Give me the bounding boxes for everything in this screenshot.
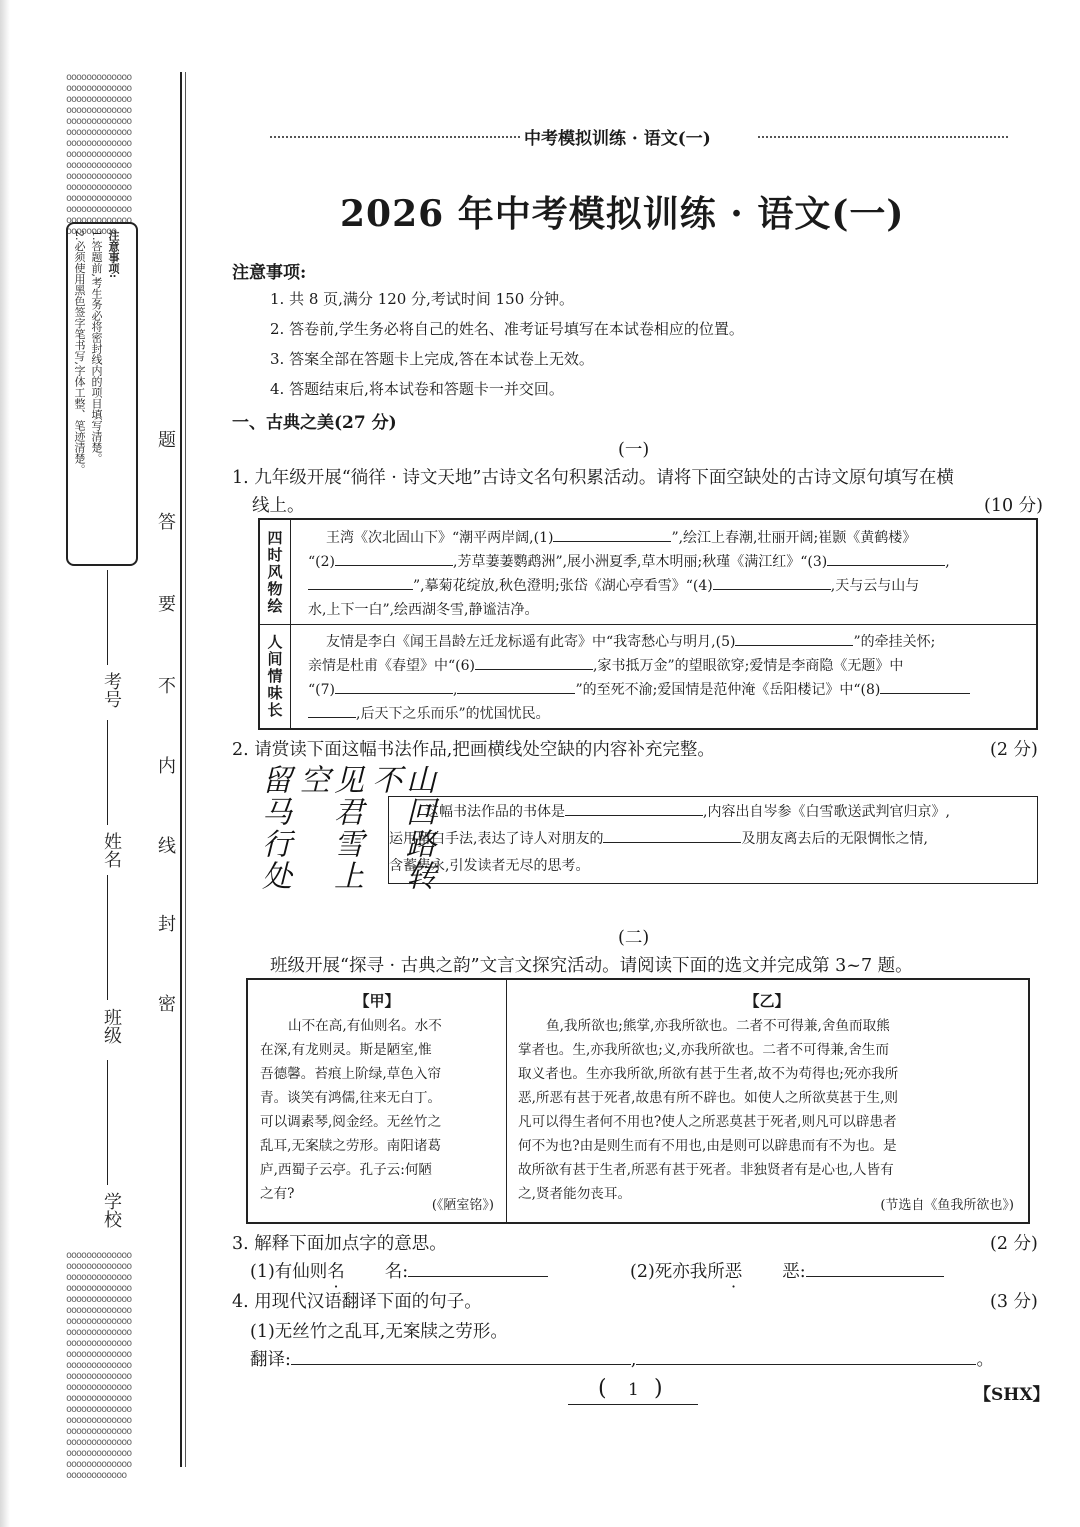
label-school: 学校 [101,1192,122,1228]
calligraphy-column: 留马行处 [256,764,291,892]
q4-sentence: (1)无丝竹之乱耳,无案牍之劳形。 [250,1322,508,1342]
binding-notice-box [66,222,138,566]
passage-line: 恶,所恶有甚于死者,故患有所不辟也。如使人之所欲莫甚于生,则 [518,1090,898,1106]
text: , [945,554,950,570]
row-label: 人间情味长 [265,633,284,719]
calligraphy-column: 见君雪上空 [294,764,363,892]
row1-content [290,520,1036,625]
text: ,天与云与山与 [830,578,920,594]
q4-blank-1[interactable] [291,1349,631,1365]
page-bracket-right: ) [654,1376,663,1401]
passage-line: 乱耳,无案牍之劳形。南阳诸葛 [260,1138,442,1154]
calligraphy-column: 山回路转不 [366,764,435,892]
part-heading: (一) [618,440,650,460]
binding-notice-title: 注意事项: [107,230,120,279]
q3-item-1 [250,1258,548,1283]
seal-word: 不 [155,676,176,694]
notes-item: 3. 答案全部在答题卡上完成,答在本试卷上无效。 [270,350,594,368]
notes-title: 注意事项: [232,263,307,283]
footer-rule [568,1404,698,1405]
class-blank[interactable] [107,875,108,1000]
reading-passages [246,978,1030,1224]
label-exam-number: 考号 [101,672,122,708]
passage-line: 在深,有龙则灵。斯是陋室,惟 [260,1042,432,1058]
q1-table [258,518,1038,730]
q4-translation [250,1346,994,1371]
notes-item: 4. 答题结束后,将本试卷和答题卡一并交回。 [270,380,564,398]
passage-label: 【乙】 [744,992,790,1010]
blank-5[interactable] [735,630,853,646]
blank-6[interactable] [475,654,593,670]
passage-line: 庐,西蜀子云亭。孔子云:何陋 [260,1162,433,1178]
seal-word: 密 [155,994,176,1012]
seal-word: 题 [155,430,176,448]
q2-stem: 2. 请赏读下面这幅书法作品,把画横线处空缺的内容补充完整。 [232,740,715,760]
q4-points: (3 分) [990,1292,1038,1312]
q1-stem-cont: 线上。 [252,496,305,516]
blank-3[interactable] [827,550,945,566]
seal-word: 要 [155,594,176,612]
passage-yi [506,980,1028,1222]
q4-blank-2[interactable] [636,1349,976,1365]
passage-line: 取义者也。生亦我所欲,所欲有甚于生者,故不为苟得也;死亦我所 [518,1066,899,1082]
binding-line-inner [185,72,186,1467]
header-rule-left [270,136,520,138]
label-class: 班级 [101,1008,122,1044]
perforation-bottom: oooooooooooooooooooooooooooooooooooooooooooooooooooooooooooooooooooooooooooooooooooooooooooooooooooooooooooooooooooooooooooooooooooooooooooooooooooooooooooooooooooooooooooooooooooooooooooooooooooooooooooooooooooooooooooooooooooooooooooooooooooooooooooooooooooooooooooooooo [66,1250,132,1481]
text: ”,摹菊花绽放,秋色澄明;张岱《湖心亭看雪》“(4) [413,578,713,594]
q4-stem: 4. 用现代汉语翻译下面的句子。 [232,1292,482,1312]
q1-stem: 1. 九年级开展“徜徉 · 诗文天地”古诗文名句积累活动。请将下面空缺处的古诗文原句填写在横 [232,468,954,488]
blank-4[interactable] [713,574,831,590]
name-blank[interactable] [107,720,108,825]
passage-line: 鱼,我所欲也;熊掌,亦我所欲也。二者不可得兼,舍鱼而取熊 [546,1018,890,1034]
notes-item: 1. 共 8 页,满分 120 分,考试时间 150 分钟。 [270,290,575,308]
dotted-character: 名 [327,1262,345,1282]
text: ,家书抵万金”的望眼欲穿;爱情是李商隐《无题》中 [593,658,904,674]
exam-number-blank[interactable] [107,570,108,665]
running-title: 中考模拟训练 · 语文(一) [524,129,711,149]
text: ”的至死不渝;爱国情是范仲淹《岳阳楼记》中“(8) [575,682,881,698]
text: ,芳草萋萋鹦鹉洲”,展小洲夏季,草木明丽;秋瑾《满江红》“(3) [453,554,828,570]
blank-7b[interactable] [457,678,575,694]
text: ”的牵挂关怀; [853,634,936,650]
text: 王湾《次北固山下》“潮平两岸阔,(1) [326,530,554,546]
activity-intro: 班级开展“探寻 · 古典之韵”文言文探究活动。请阅读下面的选文并完成第 3~7 题。 [270,956,913,976]
binding-line [180,72,182,1467]
q3-stem: 3. 解释下面加点字的意思。 [232,1234,447,1254]
q2-points: (2 分) [990,740,1038,760]
text: “(7) [308,682,335,698]
text: 运用留白手法,表达了诗人对朋友的 [389,831,604,847]
q1-points: (10 分) [984,496,1043,516]
passage-line: 凡可以得生者何不用也?使人之所恶莫甚于死者,则凡可以辟患者 [518,1114,897,1130]
row-label: 四时风物绘 [265,529,284,615]
text: 水,上下一白”,绘西湖冬雪,静谧洁净。 [308,602,539,618]
label-name: 姓名 [101,832,122,868]
seal-word: 答 [155,512,176,530]
text: ,内容出自岑参《白雪歌送武判官归京》, [703,804,950,820]
text: 友情是李白《闻王昌龄左迁龙标遥有此寄》中“我寄愁心与明月,(5) [326,634,736,650]
text: (1)有仙则 [250,1262,328,1282]
passage-label: 【甲】 [354,992,400,1010]
paper-code: 【SHX】 [974,1385,1050,1405]
text: ”,绘江上春潮,壮丽开阔;崔颢《黄鹤楼》 [671,530,917,546]
blank-8[interactable] [880,678,970,694]
q2-blank-2[interactable] [603,827,741,843]
passage-line: 故所欲有甚于生者,所恶有甚于死者。非独贤者有是心也,人皆有 [518,1162,894,1178]
part-heading: (二) [618,928,650,948]
passage-line: 掌者也。生,亦我所欲也;义,亦我所欲也。二者不可得兼,舍生而 [518,1042,889,1058]
text: 及朋友离去后的无限惆怅之情, [741,831,928,847]
perforation-top: oooooooooooooooooooooooooooooooooooooooooooooooooooooooooooooooooooooooooooooooooooooooooooooooooooooooooooooooooooooooooooooooooooooooooooooooooooooooooooooooooooooooooooooooooooooooooooooooo [66,72,132,237]
seal-word: 内 [155,756,176,774]
blank-1[interactable] [553,526,671,542]
blank-7a[interactable] [335,678,453,694]
text: , [453,682,458,698]
q3-points: (2 分) [990,1234,1038,1254]
text: “(2) [308,554,335,570]
q3-blank-1[interactable] [408,1261,548,1277]
school-blank[interactable] [107,1060,108,1185]
passage-line: 何不为也?由是则生而有不用也,由是则可以辟患而有不为也。是 [518,1138,897,1154]
passage-line: 之,贤者能勿丧耳。 [518,1186,632,1202]
q3-blank-2[interactable] [806,1261,944,1277]
seal-word: 线 [155,836,176,854]
passage-line: 吾德馨。苔痕上阶绿,草色入帘 [260,1066,442,1082]
text: 含蓄隽永,引发读者无尽的思考。 [389,858,590,874]
q2-blank-1[interactable] [565,800,703,816]
binding-notice-line-1: 1.答题前,考生务必将密封线内的项目填写清楚。 [90,230,103,464]
passage-source: (《陋室铭》) [431,1198,494,1213]
text: 这幅书法作品的书体是 [425,804,565,820]
page-number: 1 [628,1380,639,1400]
notes-item: 2. 答卷前,学生务必将自己的姓名、准考证号填写在本试卷相应的位置。 [270,320,744,338]
q3-item-2 [630,1258,944,1283]
passage-jia [248,980,507,1222]
q2-answer-box [388,796,1038,884]
row-label-cell [260,520,291,625]
dotted-character: 恶 [724,1262,743,1282]
passage-line: 可以调素琴,阅金经。无丝竹之 [260,1114,442,1130]
text: 翻译: [250,1350,291,1370]
page-title: 2026 年中考模拟训练 · 语文(一) [340,193,905,235]
text: 亲情是杜甫《春望》中“(6) [308,658,475,674]
row-label-cell [260,624,291,728]
passage-source: (节选自《鱼我所欲也》) [880,1198,1014,1213]
passage-line: 山不在高,有仙则名。水不 [288,1018,442,1034]
text: , [630,1350,637,1370]
page-bracket-left: ( [598,1376,607,1401]
text: 。 [976,1350,994,1370]
seal-word: 封 [155,914,176,932]
passage-line: 青。谈笑有鸿儒,往来无白丁。 [260,1090,442,1106]
blank-8b[interactable] [308,702,356,718]
blank-3b[interactable] [308,574,413,590]
text: ,后天下之乐而乐”的忧国忧民。 [356,706,550,722]
text: 恶: [782,1262,806,1282]
text: 名: [384,1262,409,1282]
section-title: 一、古典之美(27 分) [232,413,397,433]
page-edge [0,0,10,1527]
binding-notice-line-2: 2.必须使用黑色签字笔书写,字体工整、笔迹清楚。 [73,230,86,475]
text: (2)死亦我所 [630,1262,725,1282]
header-rule-right [758,136,1008,138]
blank-2[interactable] [335,550,453,566]
row2-content [290,624,1036,728]
passage-line: 之有? [260,1186,295,1202]
